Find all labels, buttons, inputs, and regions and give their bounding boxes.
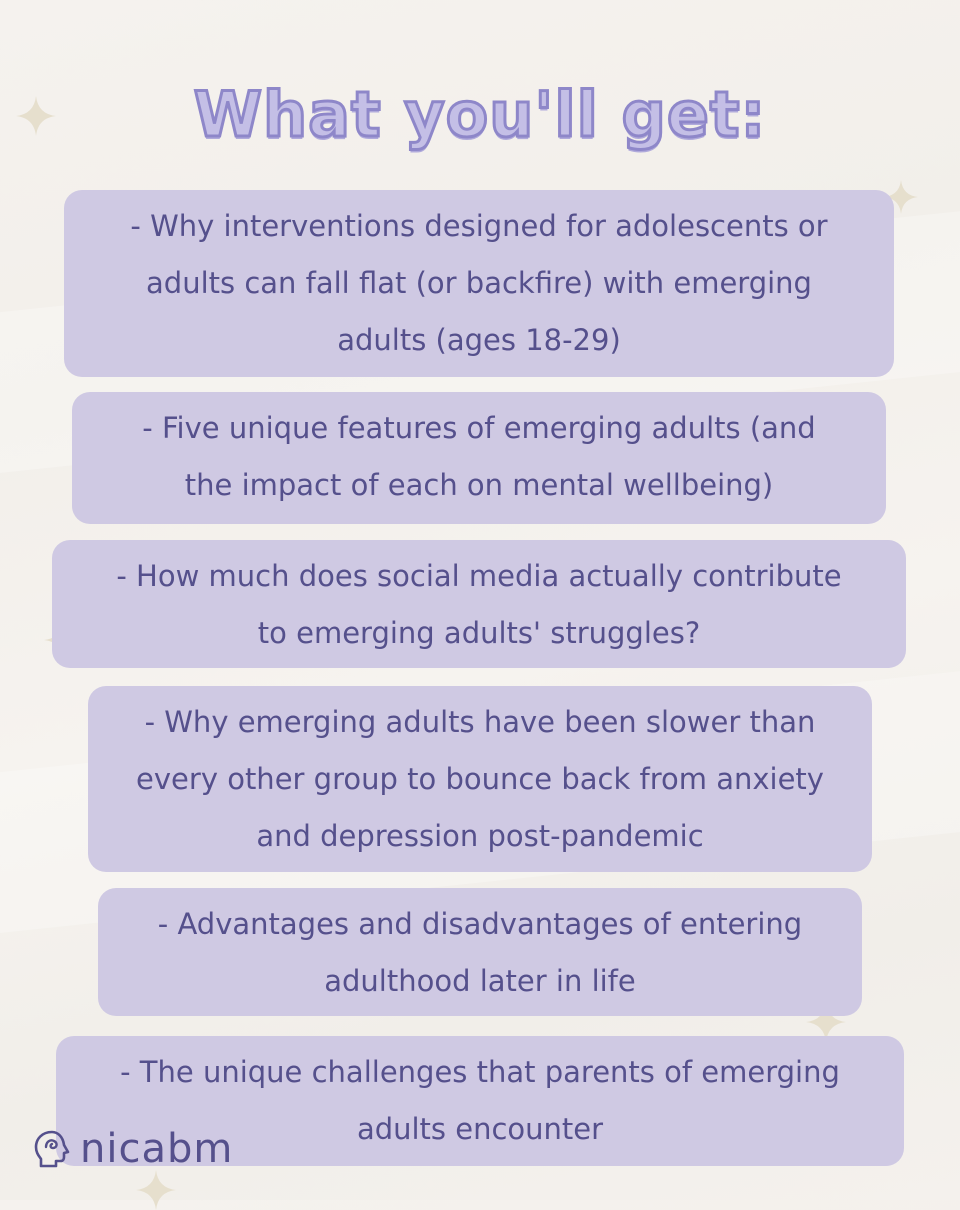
list-item: [98, 888, 862, 1016]
sparkle-icon: [136, 1170, 176, 1210]
list-item-line: - Five unique features of emerging adults (and: [142, 411, 816, 445]
list-item-line: - How much does social media actually contribute: [116, 559, 842, 593]
list-item-line: adults encounter: [356, 1112, 604, 1146]
list-item-line: - Advantages and disadvantages of entering: [157, 907, 803, 941]
list-item-line: - Why interventions designed for adolescents or: [130, 209, 828, 243]
list-item-line: to emerging adults' struggles?: [257, 616, 701, 650]
list-item-line: - The unique challenges that parents of emerging: [120, 1055, 840, 1089]
page-title: What you'll get:: [193, 78, 767, 151]
list-item: [52, 540, 906, 668]
list-item: [72, 392, 886, 524]
brand-logo: [30, 1126, 233, 1172]
list-item: [64, 190, 894, 377]
head-brain-icon: [30, 1127, 74, 1171]
list-item: [88, 686, 872, 872]
list-item-line: adults can fall flat (or backfire) with emerging: [146, 266, 812, 300]
list-item-line: - Why emerging adults have been slower than: [144, 705, 816, 739]
list-item-line: adults (ages 18-29): [337, 323, 621, 357]
list-item-line: adulthood later in life: [324, 964, 636, 998]
list-item-line: the impact of each on mental wellbeing): [184, 468, 774, 502]
brand-name: nicabm: [80, 1126, 234, 1172]
list-item-line: every other group to bounce back from anxiety: [136, 762, 824, 796]
list-item-line: and depression post-pandemic: [256, 819, 704, 853]
